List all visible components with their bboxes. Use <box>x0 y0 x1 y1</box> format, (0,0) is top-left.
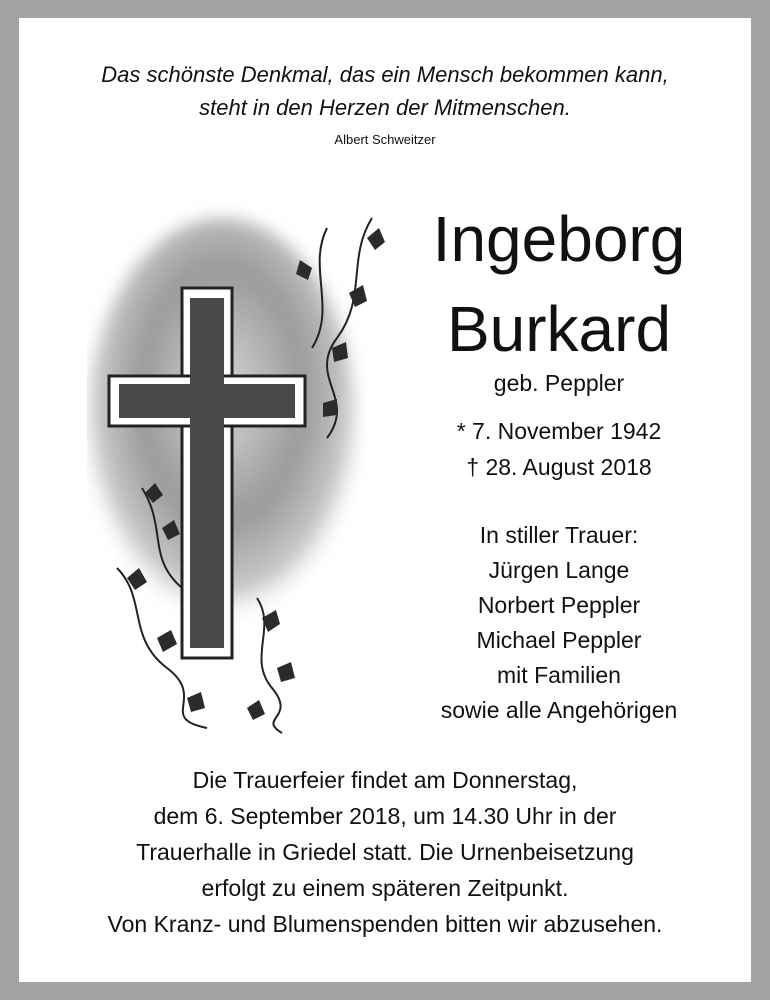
deceased-first-name: Ingeborg <box>432 203 686 275</box>
obituary-notice <box>19 18 751 982</box>
mourners-heading: In stiller Trauer: <box>479 522 639 548</box>
deceased-last-name: Burkard <box>446 293 672 365</box>
quote-author: Albert Schweitzer <box>334 132 436 147</box>
mourner-name: Norbert Peppler <box>477 592 641 618</box>
mourner-name: Michael Peppler <box>476 627 642 653</box>
cross-with-ivy-icon <box>87 198 397 738</box>
memorial-quote <box>19 58 751 124</box>
notice-line: erfolgt zu einem späteren Zeitpunkt. <box>201 875 569 901</box>
mourner-name: sowie alle Angehörigen <box>440 697 678 723</box>
mourner-name: Jürgen Lange <box>488 557 630 583</box>
birth-date: * 7. November 1942 <box>456 418 662 444</box>
notice-line: Von Kranz- und Blumenspenden bitten wir abzusehen. <box>107 911 663 937</box>
funeral-notice <box>19 762 751 942</box>
notice-line: Trauerhalle in Griedel statt. Die Urnenbeisetzung <box>136 839 634 865</box>
death-date: † 28. August 2018 <box>466 454 652 480</box>
maiden-name: geb. Peppler <box>493 370 625 396</box>
quote-line: Das schönste Denkmal, das ein Mensch bekommen kann, <box>101 62 669 87</box>
notice-line: dem 6. September 2018, um 14.30 Uhr in der <box>153 803 617 829</box>
quote-line: steht in den Herzen der Mitmenschen. <box>199 95 571 120</box>
notice-line: Die Trauerfeier findet am Donnerstag, <box>192 767 578 793</box>
mourners-block <box>369 518 749 728</box>
mourner-name: mit Familien <box>497 662 621 688</box>
